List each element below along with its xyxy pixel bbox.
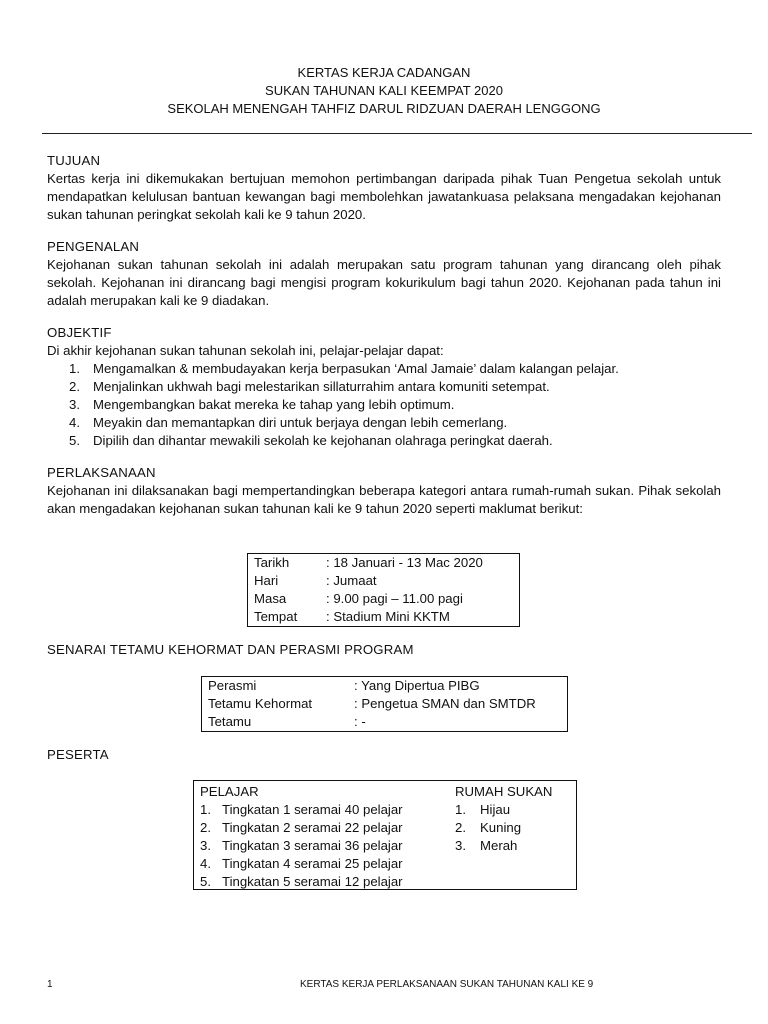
table-cell-value: : - bbox=[354, 714, 366, 729]
list-item-text: Merah bbox=[480, 838, 518, 853]
list-item-number: 3. bbox=[69, 397, 80, 412]
table-cell-value: : Jumaat bbox=[326, 573, 377, 588]
list-item-number: 1. bbox=[455, 802, 466, 817]
list-item bbox=[47, 360, 721, 378]
list-item-number: 4. bbox=[69, 415, 80, 430]
list-item-text: Tingkatan 5 seramai 12 pelajar bbox=[222, 874, 403, 889]
list-item-text: Kuning bbox=[480, 820, 522, 835]
table-cell-label: Tempat bbox=[254, 609, 298, 624]
list-item-text: Mengembangkan bakat mereka ke tahap yang lebih optimum. bbox=[93, 397, 455, 412]
list-item-number: 3. bbox=[455, 838, 466, 853]
peserta-box bbox=[193, 780, 577, 890]
list-item bbox=[455, 819, 552, 837]
section-tujuan bbox=[47, 152, 721, 224]
event-details-table bbox=[247, 553, 520, 627]
list-item-number: 3. bbox=[200, 838, 211, 853]
table-cell-label: Tetamu bbox=[208, 714, 252, 729]
header-title-line2: SUKAN TAHUNAN KALI KEEMPAT 2020 bbox=[265, 83, 503, 98]
table-cell-value: : Yang Dipertua PIBG bbox=[354, 678, 480, 693]
list-item-number: 2. bbox=[455, 820, 466, 835]
list-item bbox=[455, 837, 552, 855]
table-row bbox=[248, 608, 520, 627]
list-item-text: Tingkatan 1 seramai 40 pelajar bbox=[222, 802, 403, 817]
list-item-number: 2. bbox=[69, 379, 80, 394]
section-perlaksanaan bbox=[47, 464, 721, 518]
list-item-number: 5. bbox=[69, 433, 80, 448]
list-item bbox=[455, 801, 552, 819]
guest-list-table bbox=[201, 676, 568, 732]
list-item-text: Meyakin dan memantapkan diri untuk berjaya dengan lebih cemerlang. bbox=[93, 415, 508, 430]
list-item bbox=[200, 837, 403, 855]
perlaksanaan-text: Kejohanan ini dilaksanakan bagi mempertandingkan beberapa kategori antara rumah-rumah sukan. Pihak sekolah akan mengadakan kejohanan sukan tahunan kali ke 9 tahun 2020 seperti maklumat berikut: bbox=[47, 483, 721, 516]
list-item-text: Mengamalkan & membudayakan kerja berpasukan ‘Amal Jamaie’ dalam kalangan pelajar. bbox=[93, 361, 619, 376]
tujuan-heading: TUJUAN bbox=[47, 153, 101, 168]
list-item bbox=[200, 819, 403, 837]
objektif-list bbox=[47, 360, 721, 450]
list-item bbox=[200, 873, 403, 891]
table-row bbox=[248, 572, 520, 590]
list-item bbox=[47, 378, 721, 396]
footer-page-number: 1 bbox=[47, 979, 53, 990]
pengenalan-heading: PENGENALAN bbox=[47, 239, 140, 254]
table-cell-label: Tarikh bbox=[254, 555, 290, 570]
section-objektif bbox=[47, 324, 721, 450]
table-row bbox=[202, 695, 568, 713]
header-title-line3: SEKOLAH MENENGAH TAHFIZ DARUL RIDZUAN DAERAH LENGGONG bbox=[167, 101, 601, 116]
list-item-number: 2. bbox=[200, 820, 211, 835]
list-item bbox=[200, 855, 403, 873]
list-item bbox=[47, 396, 721, 414]
list-item-text: Tingkatan 4 seramai 25 pelajar bbox=[222, 856, 403, 871]
pengenalan-text: Kejohanan sukan tahunan sekolah ini adalah merupakan satu program tahunan yang dirancang oleh pihak sekolah. Kejohanan ini dirancang bagi mengisi program kokurikulum bagi tahun 2020. Kejohanan pada tahun ini adalah merupakan kali ke 9 diadakan. bbox=[47, 257, 721, 308]
rumah-sukan-column bbox=[455, 783, 552, 855]
list-item-text: Hijau bbox=[480, 802, 511, 817]
tujuan-text: Kertas kerja ini dikemukakan bertujuan memohon pertimbangan daripada pihak Tuan Pengetua sekolah untuk mendapatkan kelulusan bantuan kewangan bagi membolehkan jawatankuasa pelaksana mengadakan kejohanan sukan tahunan peringkat sekolah kali ke 9 tahun 2020. bbox=[47, 171, 721, 222]
list-item-text: Tingkatan 3 seramai 36 pelajar bbox=[222, 838, 403, 853]
list-item bbox=[200, 801, 403, 819]
pelajar-column bbox=[200, 783, 403, 891]
table-cell-value: : 18 Januari - 13 Mac 2020 bbox=[326, 555, 483, 570]
table-cell-value: : 9.00 pagi – 11.00 pagi bbox=[326, 591, 463, 606]
table-cell-label: Perasmi bbox=[208, 678, 257, 693]
table-row bbox=[248, 554, 520, 573]
list-item bbox=[47, 432, 721, 450]
list-item-number: 1. bbox=[69, 361, 80, 376]
section-peserta bbox=[47, 746, 721, 764]
table-cell-label: Tetamu Kehormat bbox=[208, 696, 313, 711]
header-title-line1: KERTAS KERJA CADANGAN bbox=[297, 65, 471, 80]
list-item-number: 1. bbox=[200, 802, 211, 817]
objektif-heading: OBJEKTIF bbox=[47, 325, 112, 340]
peserta-heading: PESERTA bbox=[47, 747, 109, 762]
document-header bbox=[0, 64, 768, 118]
list-item bbox=[47, 414, 721, 432]
list-item-number: 5. bbox=[200, 874, 211, 889]
list-item-text: Tingkatan 2 seramai 22 pelajar bbox=[222, 820, 403, 835]
section-senarai-tetamu bbox=[47, 641, 721, 659]
senarai-heading: SENARAI TETAMU KEHORMAT DAN PERASMI PROGRAM bbox=[47, 642, 414, 657]
pelajar-heading: PELAJAR bbox=[200, 784, 259, 799]
section-pengenalan bbox=[47, 238, 721, 310]
table-cell-value: : Stadium Mini KKTM bbox=[326, 609, 450, 624]
list-item-text: Dipilih dan dihantar mewakili sekolah ke kejohanan olahraga peringkat daerah. bbox=[93, 433, 553, 448]
rumah-heading: RUMAH SUKAN bbox=[455, 784, 553, 799]
table-cell-label: Hari bbox=[254, 573, 279, 588]
table-cell-value: : Pengetua SMAN dan SMTDR bbox=[354, 696, 536, 711]
table-row bbox=[248, 590, 520, 608]
perlaksanaan-heading: PERLAKSANAAN bbox=[47, 465, 156, 480]
header-divider bbox=[42, 133, 752, 134]
list-item-number: 4. bbox=[200, 856, 211, 871]
objektif-intro: Di akhir kejohanan sukan tahunan sekolah ini, pelajar-pelajar dapat: bbox=[47, 343, 444, 358]
list-item-text: Menjalinkan ukhwah bagi melestarikan sillaturrahim antara komuniti setempat. bbox=[93, 379, 550, 394]
footer-title: KERTAS KERJA PERLAKSANAAN SUKAN TAHUNAN KALI KE 9 bbox=[300, 979, 594, 990]
table-cell-label: Masa bbox=[254, 591, 287, 606]
table-row bbox=[202, 713, 568, 732]
table-row bbox=[202, 677, 568, 696]
